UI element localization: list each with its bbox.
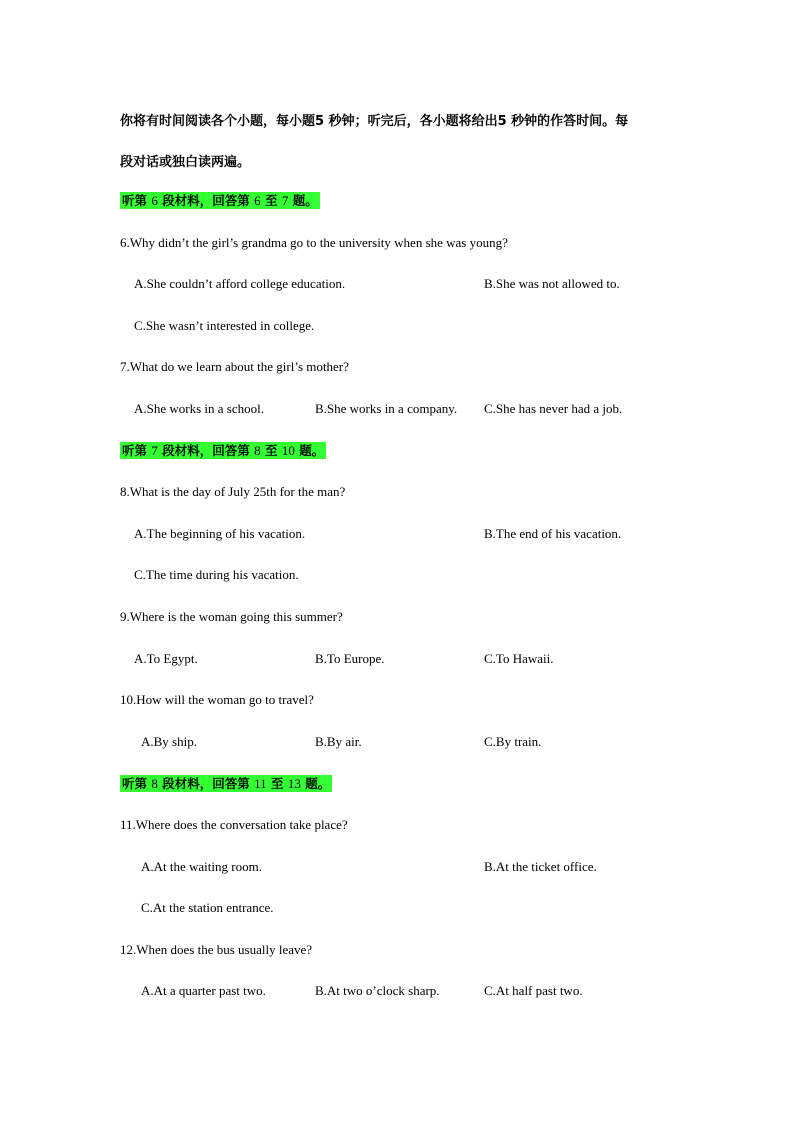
q12-option-a: A.At a quarter past two. [141,983,266,998]
question-10: 10.How will the woman go to travel? [120,692,314,707]
q11-option-b: B.At the ticket office. [484,859,597,874]
q7-option-a: A.She works in a school. [134,401,264,416]
q12-option-b: B.At two o’clock sharp. [315,983,440,998]
q11-option-a: A.At the waiting room. [141,859,262,874]
question-7: 7.What do we learn about the girl’s mother? [120,359,349,374]
q10-option-b: B.By air. [315,734,362,749]
question-9: 9.Where is the woman going this summer? [120,609,343,624]
q11-option-c: C.At the station entrance. [141,900,274,915]
q7-option-b: B.She works in a company. [315,401,458,416]
section-header-7 [120,443,326,459]
section-header-6 [120,193,320,209]
q6-option-a: A.She couldn’t afford college education. [134,276,346,291]
q12-option-c: C.At half past two. [484,983,583,998]
section-header-highlight: 听第 6 段材料，回答第 6 至 7 题。 [122,193,318,208]
question-8: 8.What is the day of July 25th for the man? [120,484,346,499]
q8-option-c: C.The time during his vacation. [134,567,299,582]
q9-option-c: C.To Hawaii. [484,651,554,666]
question-12: 12.When does the bus usually leave? [120,942,313,957]
q9-option-a: A.To Egypt. [134,651,198,666]
q10-option-a: A.By ship. [141,734,197,749]
section-header-8 [120,776,332,792]
q6-option-b: B.She was not allowed to. [484,276,620,291]
q6-option-c: C.She wasn’t interested in college. [134,318,315,333]
q8-option-a: A.The beginning of his vacation. [134,526,306,541]
q7-option-c: C.She has never had a job. [484,401,623,416]
section-header-highlight: 听第 7 段材料，回答第 8 至 10 题。 [122,443,325,458]
intro-line-2: 段对话或独白读两遍。 [120,155,251,170]
question-6: 6.Why didn’t the girl’s grandma go to the university when she was young? [120,235,508,250]
q8-option-b: B.The end of his vacation. [484,526,622,541]
section-header-highlight: 听第 8 段材料，回答第 11 至 13 题。 [122,776,331,791]
question-11: 11.Where does the conversation take place? [120,817,348,832]
q9-option-b: B.To Europe. [315,651,385,666]
intro-line-1: 你将有时间阅读各个小题，每小题5 秒钟；听完后，各小题将给出5 秒钟的作答时间。每 [120,114,629,129]
q10-option-c: C.By train. [484,734,542,749]
